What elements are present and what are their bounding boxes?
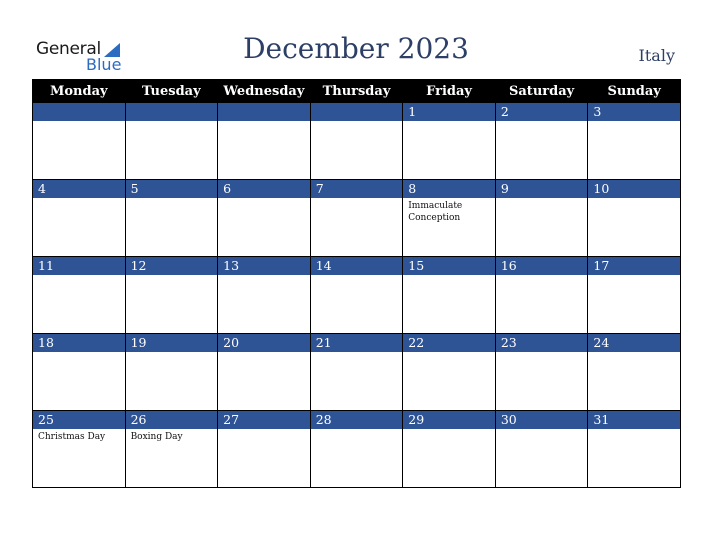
day-number: 3: [588, 103, 680, 121]
day-number: [126, 103, 218, 121]
day-cell[interactable]: [33, 257, 126, 334]
day-cell[interactable]: [403, 411, 496, 488]
day-number: 20: [218, 334, 310, 352]
day-cell[interactable]: [310, 411, 403, 488]
day-cell[interactable]: [310, 334, 403, 411]
day-number: 5: [126, 180, 218, 198]
day-number: [33, 103, 125, 121]
weekday-header: Sunday: [588, 80, 681, 103]
day-number: 6: [218, 180, 310, 198]
calendar-week-row: [33, 334, 681, 411]
day-number: 19: [126, 334, 218, 352]
day-number: 31: [588, 411, 680, 429]
day-cell[interactable]: [33, 180, 126, 257]
calendar-week-row: [33, 257, 681, 334]
day-number: 12: [126, 257, 218, 275]
day-cell[interactable]: [218, 257, 311, 334]
day-cell[interactable]: [310, 103, 403, 180]
weekday-header-row: [33, 80, 681, 103]
calendar-title: December 2023: [243, 32, 469, 65]
day-cell[interactable]: [495, 334, 588, 411]
day-number: 22: [403, 334, 495, 352]
day-number: 17: [588, 257, 680, 275]
day-number: 24: [588, 334, 680, 352]
weekday-header: Tuesday: [125, 80, 218, 103]
weekday-header: Wednesday: [218, 80, 311, 103]
day-cell[interactable]: [588, 411, 681, 488]
day-cell[interactable]: [125, 180, 218, 257]
day-number: 13: [218, 257, 310, 275]
day-cell[interactable]: [403, 257, 496, 334]
day-cell[interactable]: [33, 103, 126, 180]
day-cell[interactable]: [495, 103, 588, 180]
day-number: 15: [403, 257, 495, 275]
weekday-header: Friday: [403, 80, 496, 103]
calendar-week-row: [33, 103, 681, 180]
day-number: 4: [33, 180, 125, 198]
day-number: 27: [218, 411, 310, 429]
day-number: 9: [496, 180, 588, 198]
weekday-header: Thursday: [310, 80, 403, 103]
day-number: 28: [311, 411, 403, 429]
day-number: 25: [33, 411, 125, 429]
day-number: 7: [311, 180, 403, 198]
day-cell[interactable]: [588, 257, 681, 334]
holiday-label: Immaculate Conception: [408, 201, 463, 223]
day-cell[interactable]: [495, 257, 588, 334]
day-number: 30: [496, 411, 588, 429]
day-number: 18: [33, 334, 125, 352]
logo-word-general: General: [36, 39, 101, 59]
day-cell[interactable]: [125, 103, 218, 180]
day-cell[interactable]: [403, 334, 496, 411]
day-number: 16: [496, 257, 588, 275]
day-number: 2: [496, 103, 588, 121]
day-cell[interactable]: [403, 103, 496, 180]
day-number: 10: [588, 180, 680, 198]
day-number: 11: [33, 257, 125, 275]
day-cell[interactable]: [125, 334, 218, 411]
day-cell[interactable]: [125, 411, 218, 488]
day-cell[interactable]: [33, 334, 126, 411]
day-cell[interactable]: [218, 411, 311, 488]
day-number: 26: [126, 411, 218, 429]
calendar-week-row: [33, 411, 681, 488]
day-number: 14: [311, 257, 403, 275]
day-number: [218, 103, 310, 121]
day-cell[interactable]: [495, 411, 588, 488]
day-number: 23: [496, 334, 588, 352]
day-number: 1: [403, 103, 495, 121]
logo-word-blue: Blue: [86, 55, 122, 74]
weekday-header: Saturday: [495, 80, 588, 103]
month-calendar: [32, 79, 681, 488]
holiday-label: Boxing Day: [130, 432, 183, 442]
weekday-header: Monday: [33, 80, 126, 103]
day-cell[interactable]: [125, 257, 218, 334]
day-number: [311, 103, 403, 121]
day-number: 21: [311, 334, 403, 352]
holiday-label: Christmas Day: [38, 432, 106, 442]
day-cell[interactable]: [588, 334, 681, 411]
day-number: 29: [403, 411, 495, 429]
day-number: 8: [403, 180, 495, 198]
day-cell[interactable]: [33, 411, 126, 488]
day-cell[interactable]: [588, 180, 681, 257]
day-cell[interactable]: [588, 103, 681, 180]
day-cell[interactable]: [310, 257, 403, 334]
day-cell[interactable]: [310, 180, 403, 257]
day-cell[interactable]: [218, 334, 311, 411]
day-cell[interactable]: [403, 180, 496, 257]
day-cell[interactable]: [218, 103, 311, 180]
country-label: Italy: [638, 46, 675, 65]
day-cell[interactable]: [218, 180, 311, 257]
day-cell[interactable]: [495, 180, 588, 257]
calendar-week-row: [33, 180, 681, 257]
